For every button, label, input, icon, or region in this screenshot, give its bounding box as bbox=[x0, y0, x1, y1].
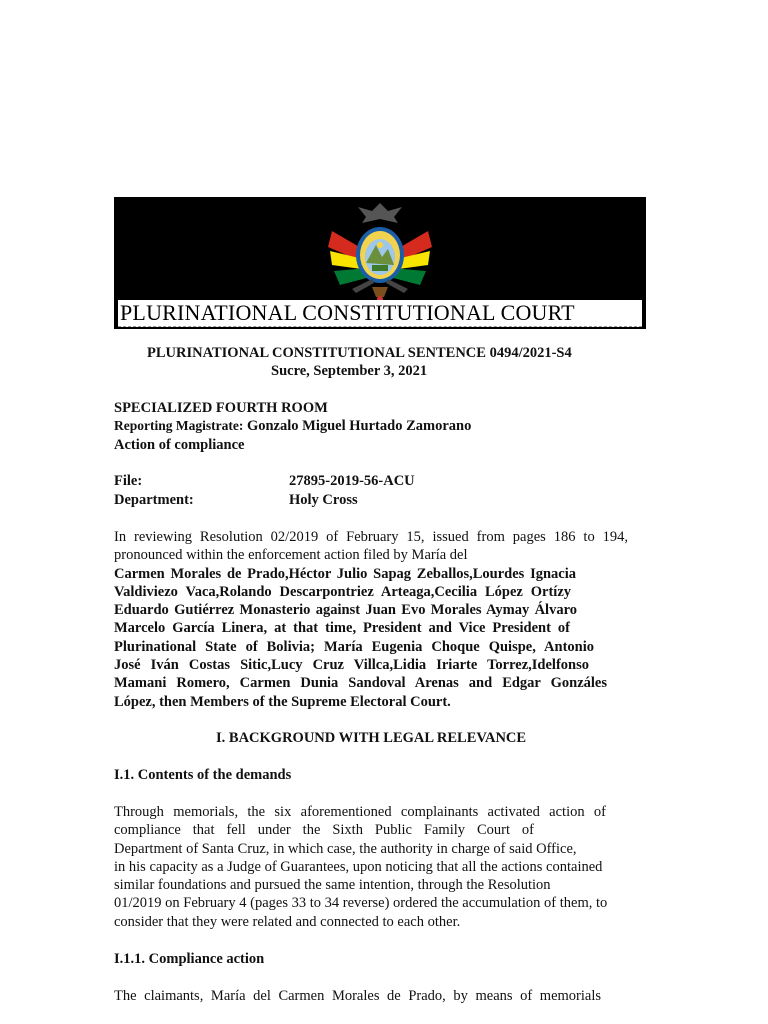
court-name: PLURINATIONAL CONSTITUTIONAL COURT bbox=[120, 300, 575, 325]
sentence-title: PLURINATIONAL CONSTITUTIONAL SENTENCE 0494/2021-S4 bbox=[147, 345, 572, 361]
subsection-heading-compliance: I.1.1. Compliance action bbox=[114, 951, 265, 967]
intro-line: Marcelo García Linera, at that time, President and Vice President of bbox=[114, 620, 570, 637]
section-heading: I. BACKGROUND WITH LEGAL RELEVANCE bbox=[216, 730, 527, 746]
intro-paragraph bbox=[114, 528, 628, 711]
demands-line: similar foundations and pursued the same intention, through the Resolution bbox=[114, 877, 551, 894]
demands-line: Department of Santa Cruz, in which case, the authority in charge of said Office, bbox=[114, 840, 577, 857]
action-type: Action of compliance bbox=[114, 437, 245, 453]
demands-line: 01/2019 on February 4 (pages 33 to 34 reverse) ordered the accumulation of them, to bbox=[114, 895, 608, 912]
demands-line: in his capacity as a Judge of Guarantees, upon noticing that all the actions contained bbox=[114, 858, 603, 875]
intro-line: López, then Members of the Supreme Electoral Court. bbox=[114, 693, 451, 710]
file-value: 27895-2019-56-ACU bbox=[289, 473, 415, 489]
compliance-paragraph bbox=[114, 987, 601, 1005]
compliance-line: The claimants, María del Carmen Morales de Prado, by means of memorials bbox=[114, 988, 601, 1004]
intro-line: Mamani Romero, Carmen Dunia Sandoval Arenas and Edgar Gonzáles bbox=[114, 675, 607, 692]
intro-line: Eduardo Gutiérrez Monasterio against Juan Evo Morales Aymay Álvaro bbox=[114, 602, 577, 619]
intro-line: José Iván Costas Sitic,Lucy Cruz Villca,Lidia Iriarte Torrez,Idelfonso bbox=[114, 657, 589, 674]
intro-line: Valdiviezo Vaca,Rolando Descarpontriez Arteaga,Cecilia López Ortízy bbox=[114, 583, 571, 600]
sentence-place-date: Sucre, September 3, 2021 bbox=[271, 363, 428, 379]
magistrate-name: Gonzalo Miguel Hurtado Zamorano bbox=[246, 418, 472, 434]
demands-paragraph bbox=[114, 803, 606, 931]
department-label: Department: bbox=[114, 492, 194, 508]
subsection-heading: I.1. Contents of the demands bbox=[114, 767, 292, 783]
intro-line: In reviewing Resolution 02/2019 of February 15, issued from pages 186 to 194, bbox=[114, 529, 628, 545]
magistrate-line bbox=[114, 417, 471, 435]
court-banner bbox=[114, 197, 646, 329]
banner-title-strip bbox=[118, 300, 642, 327]
file-label: File: bbox=[114, 473, 143, 489]
coat-of-arms-icon bbox=[322, 201, 438, 305]
intro-line: Carmen Morales de Prado,Héctor Julio Sapag Zeballos,Lourdes Ignacia bbox=[114, 565, 576, 582]
demands-line: Through memorials, the six aforementioned complainants activated action of bbox=[114, 804, 606, 820]
magistrate-label: Reporting Magistrate: bbox=[114, 418, 244, 433]
intro-line: Plurinational State of Bolivia; María Eugenia Choque Quispe, Antonio bbox=[114, 638, 594, 655]
demands-line: consider that they were related and connected to each other. bbox=[114, 913, 461, 930]
department-value: Holy Cross bbox=[289, 492, 358, 508]
demands-line: compliance that fell under the Sixth Public Family Court of bbox=[114, 822, 534, 839]
intro-line: pronounced within the enforcement action filed by María del bbox=[114, 547, 468, 564]
room-name: SPECIALIZED FOURTH ROOM bbox=[114, 400, 328, 416]
